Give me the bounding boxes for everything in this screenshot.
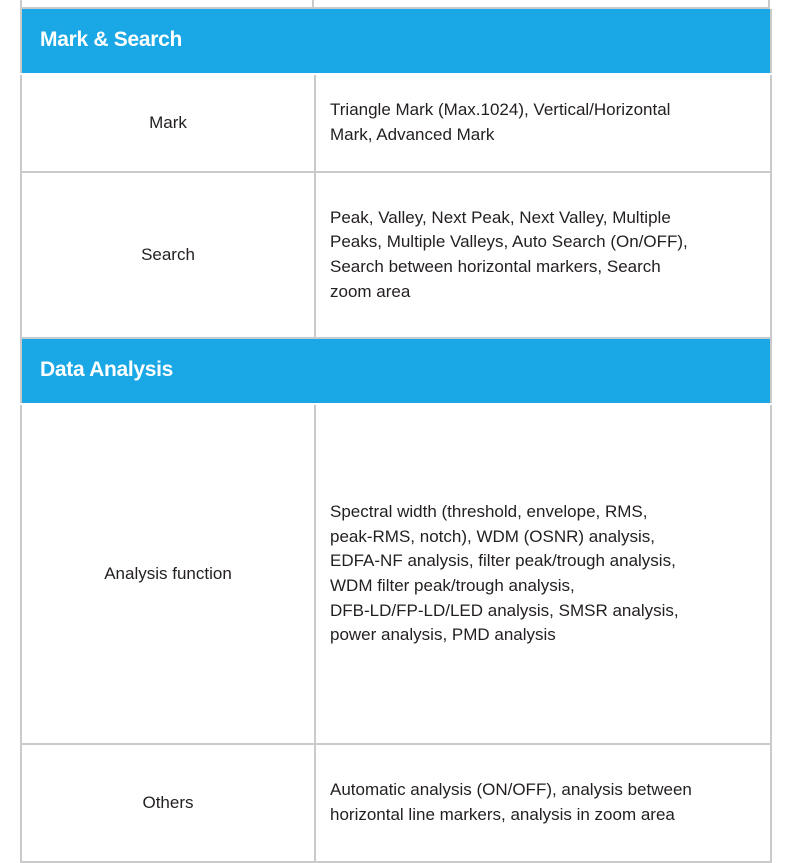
- row-value-mark-line-2: Mark, Advanced Mark: [330, 125, 495, 144]
- row-value-mark: [315, 74, 771, 172]
- row-value-analysis-function-line-1: Spectral width (threshold, envelope, RMS,: [330, 502, 648, 522]
- row-value-analysis-function-line-5: DFB-LD/FP-LD/LED analysis, SMSR analysis,: [330, 600, 679, 620]
- row-value-others: [315, 744, 771, 862]
- table-row-others: [21, 744, 771, 862]
- section-header-data-analysis: [21, 338, 771, 404]
- row-value-search-line-4: zoom area: [330, 281, 411, 301]
- row-label-mark: Mark: [21, 74, 315, 172]
- table-row-mark: [21, 74, 771, 172]
- table-top-cut-row-right-cell: [314, 0, 768, 7]
- row-value-analysis-function-line-6: power analysis, PMD analysis: [330, 625, 556, 645]
- row-label-others: Others: [21, 744, 315, 862]
- row-value-search-line-1: Peak, Valley, Next Peak, Next Valley, Multiple: [330, 207, 671, 227]
- row-value-others-line-1: Automatic analysis (ON/OFF), analysis between: [330, 780, 692, 800]
- table-row-search: [21, 172, 771, 338]
- row-value-analysis-function-line-4: WDM filter peak/trough analysis,: [330, 576, 575, 595]
- row-value-mark-line-1: Triangle Mark (Max.1024), Vertical/Horizontal: [330, 100, 671, 120]
- table-top-cut-row: [20, 0, 770, 9]
- row-label-search: Search: [21, 172, 315, 338]
- row-label-analysis-function: Analysis function: [21, 404, 315, 744]
- row-value-analysis-function-line-2: peak-RMS, notch), WDM (OSNR) analysis,: [330, 526, 655, 546]
- section-header-data-analysis-label: Data Analysis: [21, 338, 771, 404]
- row-value-search: [315, 172, 771, 338]
- table-row-analysis-function: [21, 404, 771, 744]
- table-top-cut-row-left-cell: [22, 0, 314, 7]
- row-value-others-line-2: horizontal line markers, analysis in zoom area: [330, 805, 675, 824]
- row-value-analysis-function: [315, 404, 771, 744]
- section-header-mark-search-label: Mark & Search: [21, 9, 771, 74]
- section-header-mark-search: [21, 9, 771, 74]
- specification-table: [20, 9, 772, 863]
- row-value-analysis-function-line-3: EDFA-NF analysis, filter peak/trough analysis,: [330, 551, 676, 571]
- row-value-search-line-3: Search between horizontal markers, Search: [330, 257, 661, 276]
- row-value-search-line-2: Peaks, Multiple Valleys, Auto Search (On/OFF),: [330, 232, 688, 252]
